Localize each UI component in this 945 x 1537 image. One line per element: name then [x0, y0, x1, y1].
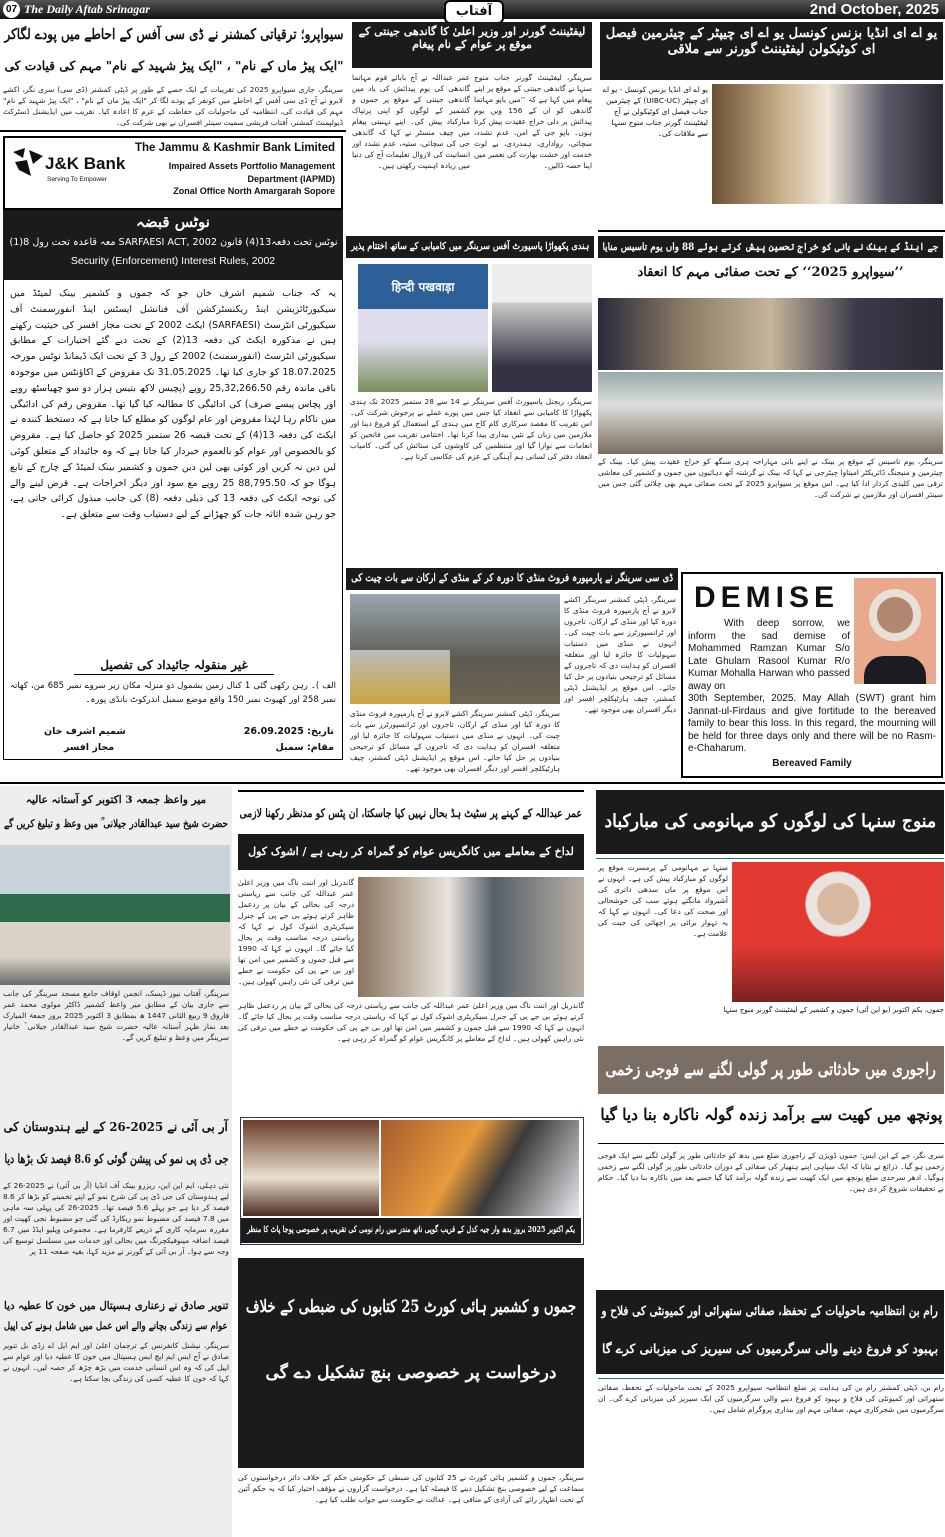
notice-subtitle: نوٹس تحت دفعہ13(4) قانون SARFAESI ACT, 2002 معہ قاعدہ تحت رول 8(1): [8, 236, 338, 248]
a5-headline-box: [598, 236, 943, 258]
a12-body: سرینگر، جموں و کشمیر ہائی کورٹ نے 25 کتابوں کی ضبطی کے حکومتی حکم کے خلاف دائر درخواستوں کی سماعت کے لیے خصوصی بنچ تشکیل دینے کا فیصلہ کیا ہے۔ درخواست گزاروں نے مؤقف اختیار کیا کہ یہ حکم آئین کے تحت اظہار رائے کی آزادی کے منافی ہے۔ عدالت نے حکومت سے جواب طلب کیا ہے۔: [238, 1473, 584, 1504]
a11-caption: یکم اکتوبر 2025 بروز بدھ وار جیہ کدل کے قریب گوپی ناتھ مندر میں رام نومی کی تقریب پر خصوصی پوجا پاٹ کا منظر: [246, 1224, 576, 1235]
a12-headline-line1: [238, 1292, 584, 1322]
a15-headline-line2: [596, 1338, 944, 1360]
a2-body-right: سرینگر، لیفٹیننٹ گورنر جناب منوج سنہا نے گاندھی جینتی کے موقع پر اپنے پیغام میں کہا ہے کہ ’’میں باپو مہاتما گاندھی کو ان کے 156 ویں یوم پیدائش پر دلی خراج عقیدت پیش کرتا ہوں۔ باپو جی کے امن، عدم تشدد، سچائی، رواداری، ہمدردی، بے لوث خدمت اور خشت بھارت کی تعمیر میں اپنا حصہ ڈالیں۔: [474, 73, 592, 170]
property-heading-box: [74, 657, 274, 675]
a14-body: سری نگر، جے کے این ایس: جموں ڈویژن کے راجوری ضلع میں بدھ کو حادثاتی طور پر گولی لگنے سے ایک فوجی زخمی ہو گیا۔ ذرائع نے بتایا کہ ایک سپاہی اپنے ہتھیار کی صفائی کے دوران حادثاتی طور پر گولی لگنے سے زخمی ہوگیا۔ ادھر سرحدی ضلع پونچھ میں ایک کھیت سے زندہ گولہ برآمد کیا گیا جسے بعد میں ناکارہ بنا دیا گیا۔ حکام نے تحقیقات شروع کر دی ہیں۔: [598, 1151, 944, 1193]
a1-subheadline-box: [2, 56, 345, 76]
newspaper-logo: آفتاب: [444, 0, 504, 24]
a1-subheadline: "ایک پیڑ ماں کے نام" ، "ایک پیڑ شہید کے نام" مہم کی قیادت کی: [3, 57, 344, 73]
a10-body: گاندربل اور اننت ناگ میں وزیر اعلیٰ عمر عبداللہ کی جانب سے ریاستی درجہ کی بحالی کے بیان پر ردعمل ظاہر کرتے ہوئے بی جے پی کے جنرل سیکریٹری اشوک کول نے کہا کہ ریاستی درجہ مناسب وقت پر بحال کیا جائے گا۔ انہوں نے کہا کہ 1990 سے قبل جموں و کشمیر میں امن تھا اور بی جے پی کی حکومت نے خطے میں ترقی کی نئی راہیں کھولی ہیں۔: [238, 878, 354, 986]
issue-date: 2nd October, 2025: [809, 1, 939, 18]
a4-photo-2: [492, 264, 592, 392]
demise-signature: Bereaved Family: [772, 757, 852, 769]
notice-title-box: [3, 212, 343, 234]
a8-body: نئی دہلی، ایم این این، ریزرو بینک آف انڈیا (آر بی آئی) نے 2025-26 کے لیے ہندوستان کی جی ڈی پی کی شرح نمو کے اپنے تخمینے کو بڑھا کر 8.6 فیصد کر دیا ہے جو پہلے 5.6 فیصد تھا۔ 2025-26 کی پہلی سہ ماہی میں 7.8 فیصد کی مضبوط نمو ریکارڈ کی گئی جو مضبوط نجی کھپت اور مقررہ سرمایہ کاری کے ذریعے کارفرما ہے۔ مجموعی ویلیو ایڈڈ میں 6.7 فیصد اضافہ مینوفیکچرنگ میں بحالی اور خدمات میں مسلسل توسیع کی وجہ سے ہوا۔ آر بی آئی کے گورنر نے مزید کہا، بقیہ صفحہ 11 پر: [3, 1181, 229, 1256]
signatory-name: شمیم اشرف خان: [44, 726, 126, 737]
bank-ad-header: [3, 136, 343, 210]
a4-headline-box: [346, 236, 594, 258]
a9-subheadline-box: [2, 1318, 230, 1335]
divider: [0, 782, 945, 784]
signatory-designation: مجاز افسر: [64, 742, 115, 753]
a8-subheadline-box: [2, 1148, 230, 1170]
place-label: مقام:: [306, 742, 334, 753]
a10-headline: عمر عبداللہ کے کہنے پر سٹیٹ ہڈ بحال نہیں کیا جاسکتا، ان پٹس کو مدنظر رکھنا لازمی: [239, 805, 583, 820]
a6-body-cont: سرینگر، ڈپٹی کمشنر سرینگر اکشے لابرو نے آج پارمپورہ فروٹ منڈی کا دورہ کیا اور منڈی کے ارکان، تاجروں اور ٹرانسپورٹرز سے بات چیت کی۔ انہوں نے منڈی میں دستیاب سہولیات کا جائزہ لیا اور متعلقہ افسران کو ہدایت دی کہ تاجروں کے مسائل کو ترجیحی بنیادوں پر حل کیا جائے۔ اس موقع پر ایڈیشنل ڈپٹی کمشنر، چیف ہارٹیکلچر افسر اور دیگر افسران بھی موجود تھے۔: [350, 709, 560, 773]
a1-body: سرینگر، جاری سیواپرو 2025 کی تقریبات کے ایک حصے کے طور پر ڈپٹی کمشنر (ڈی سی) سری نگر، اکشے لابرو نے آج ڈی سی آفس کے احاطے میں کونفر کے پودے لگا کر "ایک پیڑ ماں کے نام" ، "ایک پیڑ شہید کے نام" مہم کی قیادت کی، انتظامیہ کی ماحولیات کی حفاظت کے عزم کا اعادہ کیا۔ تقریب میں ایڈیشنل ڈسٹرکٹ ڈیولپمنٹ کمشنر، آفتاب قریشی سمیت سینئر افسران نے بھی شرکت کی۔: [3, 85, 343, 127]
a13-photo: [732, 862, 944, 1002]
demise-notice: [681, 572, 943, 778]
a9-subheadline: عوام سے زندگی بچانے والے اس عمل میں شامل ہونے کی اپیل: [4, 1321, 228, 1332]
a4-photo-1: [358, 264, 488, 392]
page-number: 07: [3, 1, 20, 18]
a13-headline-box: [596, 790, 944, 854]
a11-photo-frame: [240, 1117, 584, 1245]
divider: [598, 1378, 944, 1379]
a5-photo-cleanliness: [598, 372, 943, 454]
a8-subheadline: جی ڈی پی نمو کی پیشن گوئی کو 8.6 فیصد تک بڑھا دیا: [4, 1150, 228, 1166]
notice-place-line: [276, 742, 334, 753]
paper-name: The Daily Aftab Srinagar: [24, 2, 150, 16]
notice-rules: Security (Enforcement) Interest Rules, 2002: [70, 255, 276, 267]
jk-bank-logo-icon: [11, 146, 41, 178]
a5-subheadline-box: [598, 262, 943, 284]
a6-body: سرینگر، ڈپٹی کمشنر سرینگر اکشے لابرو نے آج پارمپورہ فروٹ منڈی کا دورہ کیا اور منڈی کے ارکان، تاجروں اور ٹرانسپورٹرز سے بات چیت کی۔ انہوں نے منڈی میں دستیاب سہولیات کا جائزہ لیا اور متعلقہ افسران کو ہدایت دی کہ تاجروں کے مسائل کو ترجیحی بنیادوں پر حل کیا جائے۔ اس موقع پر ایڈیشنل ڈپٹی کمشنر، چیف ہارٹیکلچر افسر اور دیگر افسران بھی موجود تھے۔: [564, 595, 676, 714]
bank-department: [105, 160, 335, 198]
a12-subheadline: درخواست پر خصوصی بنچ تشکیل دے گی: [265, 1362, 557, 1383]
demise-text-intro: With deep sorrow, we inform the sad demise of Mohammed Ramzan Kumar S/o Late Ghulam Rasool Kumar R/o Kumar Mohalla Harwan who passed away on: [688, 618, 850, 692]
photo-shirt: [864, 656, 926, 684]
bank-tagline: Serving To Empower: [47, 176, 107, 183]
a8-headline: آر بی آئی نے 2025-26 کے لیے ہندوستان کی: [3, 1118, 229, 1134]
a6-photo-truck: [350, 650, 450, 704]
a12-headline: جموں و کشمیر ہائی کورٹ 25 کتابوں کی ضبطی کے خلاف: [245, 1296, 577, 1317]
a10-headline-box: [238, 800, 584, 826]
a14-headline-box: [598, 1046, 944, 1094]
a13-body: سنہا نے مہانومی کے پرمسرت موقع پر لوگوں کو مبارکباد پیش کی ہے۔ انہوں نے اس موقع پر ماں سدھی داتری کی آشیرواد مانگتے ہوئے سب کی خوشحالی اور صحت کی دعا کی۔ انہوں نے کہا کہ یہ تہوار برائی پر اچھائی کی جیت کی علامت ہے۔: [598, 863, 728, 938]
a14-subheadline-box: [598, 1102, 944, 1128]
a12-headline-box: [238, 1258, 584, 1468]
a2-body-left: عمر عبداللہ نے آج بابائے قوم مہاتما گاندھی کی یوم پیدائش کی یاد میں گاندھی جینتی کے موقع پر جموں و کشمیر کے لوگوں کو اپنی پرتپاک مبارکباد پیش کی۔ اپنے تہنیتی پیغام میں چیف منسٹر نے کہا کہ گاندھی جی کی سچائی، ستیہ، عدم تشدد اور انسانیت کی لازوال تعلیمات آج کی دنیا میں زیادہ اہمیت رکھتی ہیں۔: [352, 73, 470, 170]
a4-body: سرینگر، ریجنل پاسپورٹ آفس سرینگر نے 14 سے 28 ستمبر 2025 تک ہندی پکھواڑا کا کامیابی سے انعقاد کیا جس میں پورے عملے نے پرجوش شرکت کی۔ اس تقریب کا مقصد سرکاری کام کاج میں ہندی کے استعمال کو فروغ دینا اور ملازمین میں زبان کے تئیں بیداری پیدا کرنا تھا۔ اختتامی تقریب میں فاتحین کو انعامات سے نوازا گیا اور منتظمین کی کاوشوں کی ستائش کی گئی۔ کامیاب انعقاد دفتر کی لسانی ہم آہنگی کے عزم کی عکاسی کرتا ہے۔: [350, 397, 592, 461]
deceased-photo: [854, 578, 936, 684]
bank-dept-line2: Department (IAPMD): [247, 173, 335, 184]
a10-subheadline: لداخ کے معاملے میں کانگریس عوام کو گمراہ کر رہی ہے / اشوک کول: [248, 844, 574, 858]
a10-photo: [358, 877, 584, 997]
divider: [0, 130, 346, 132]
property-heading: غیر منقولہ جائیداد کی تفصیل: [100, 657, 248, 672]
notice-body-box: [3, 280, 343, 760]
a15-subheadline: بہبود کو فروغ دینے والی سرگرمیوں کی سیریز کی میزبانی کرے گا: [601, 1340, 939, 1356]
a3-caption: یو اے ای انڈیا بزنس کونسل - یو اے ای چیپٹر (UIBC-UC) کے چیئرمین جناب فیصل ای کوٹیکولن نے آج لیفٹیننٹ گورنر جناب منوج سنہا سے ملاقات کی۔: [602, 85, 708, 138]
a4-headline: ہندی پکھواڑا پاسپورٹ آفس سرینگر میں کامیابی کے ساتھ اختتام پذیر: [350, 240, 590, 252]
a13-caption: جموں، یکم اکتوبر (یو این آئی) جموں و کشمیر کے لیفٹیننٹ گورنر منوج سنہا: [723, 1006, 944, 1014]
a7-headline-box: [2, 792, 230, 810]
a15-headline: رام بن انتظامیہ ماحولیات کے تحفظ، صفائی ستھرائی اور کمیونٹی کی فلاح و: [601, 1302, 939, 1318]
a10-body-cont: گاندربل اور اننت ناگ میں وزیر اعلیٰ عمر عبداللہ کی جانب سے ریاستی درجہ کی بحالی کے بیان پر ردعمل ظاہر کرتے ہوئے بی جے پی کے جنرل سیکریٹری اشوک کول نے کہا کہ ریاستی درجہ مناسب وقت پر بحال کیا جائے گا۔ انہوں نے کہا کہ 1990 سے قبل جموں و کشمیر میں امن تھا اور بی جے پی کی حکومت نے خطے میں ترقی کی نئی راہیں کھولی ہیں۔ لداخ کے معاملے پر کانگریس عوام کو گمراہ کر رہی ہے۔: [238, 1001, 584, 1043]
a5-headline: جے اینڈ کے بینک نے بانی کو خراج تحسین پیش کرتے ہوئے 88 واں یوم تاسیس منایا: [602, 241, 939, 253]
a11-photo-shrine: [243, 1120, 379, 1216]
notice-place: سمبل: [275, 742, 304, 753]
a9-body: سرینگر، نیشنل کانفرنس کے ترجمان اعلیٰ اور ایم ایل اے زڈی بل تنویر صادق نے آج ایس ایم ایچ ایس ہسپتال میں خون کا عطیہ دیا اور عوام سے اپیل کی کہ وہ اس انسانی خدمت میں بڑھ چڑھ کر حصہ لیں۔ انہوں نے کہا کہ خون کا عطیہ کسی کی زندگی بچا سکتا ہے۔: [3, 1341, 229, 1383]
divider: [598, 1143, 944, 1144]
a7-body: سرینگر، آفتاب نیوز ڈیسک، انجمن اوقاف جامع مسجد سرینگر کی جانب سے جاری بیان کے مطابق میر واعظ کشمیر ڈاکٹر مولوی محمد عمر فاروق 9 ربیع الثانی 1447 ھ بمطابق 3 اکتوبر 2025 بروز جمعۃ المبارک بعد نماز ظہر آستانہ عالیہ حضرت شیخ سید عبدالقادر جیلانی ؒ خانیار سرینگر میں وعظ و تبلیغ کریں گے۔: [3, 989, 229, 1042]
a11-caption-box: [241, 1218, 581, 1243]
a1-headline: سیواپرو؛ ترقیاتی کمشنر نے ڈی سی آفس کے احاطے میں پودے لگاکر: [3, 25, 344, 43]
a12-headline-line2: [238, 1358, 584, 1388]
a5-photo-ceremony: [598, 298, 943, 370]
a7-subheadline-box: [2, 816, 230, 834]
a7-headline: میر واعظ جمعہ 3 اکتوبر کو آستانہ عالیہ: [25, 794, 207, 807]
bank-dept-line1: Impaired Assets Portfolio Management: [168, 161, 335, 171]
a7-mosque-photo: [0, 845, 230, 985]
divider: [596, 858, 944, 859]
a9-headline-box: [2, 1298, 230, 1315]
divider: [598, 230, 945, 232]
a6-headline-box: [346, 568, 678, 590]
a5-subheadline: ’’سیواپرو 2025‘‘ کے تحت صفائی مہم کا انعقاد: [637, 264, 904, 280]
notice-subtitle-box: [3, 234, 343, 250]
demise-title: DEMISE: [694, 581, 840, 614]
a7-subheadline: حضرت شیخ سید عبدالقادر جیلانی ؒ میں وعظ و تبلیغ کریں گے: [4, 818, 228, 831]
notice-date-line: [244, 726, 334, 737]
bank-office: Zonal Office North Amargarah Sopore: [173, 186, 335, 196]
bank-title: The Jammu & Kashmir Bank Limited: [134, 142, 335, 154]
notice-date: 26.09.2025: [243, 726, 304, 737]
a6-headline: ڈی سی سرینگر نے پارمپورہ فروٹ منڈی کا دورہ کر کے منڈی کے ارکان سے بات چیت کی: [350, 572, 674, 585]
demise-text: 30th September, 2025. May Allah (SWT) grant him Jannat-ul-Firdaus and give fortitude to the bereaved family to bear this loss. In this regard, the mourning will be held for three days only and there will be no Rasm-e-Chaharum.: [688, 693, 936, 754]
a15-headline-line1: [596, 1300, 944, 1322]
a3-headline: یو اے ای انڈیا بزنس کونسل یو اے ای چیپٹر کے چیئرمین فیصل ای کوٹیکولن لیفٹیننٹ گورنر سے ملاقی: [600, 22, 943, 80]
bank-logo-name: J&K Bank: [45, 154, 126, 173]
a13-headline: منوج سنہا کی لوگوں کو مہانومی کی مبارکباد: [604, 811, 936, 833]
a9-headline: تنویر صادق نے زعناری ہسپتال میں خون کا عطیہ دیا: [3, 1299, 229, 1312]
hindi-banner-text: हिन्दी पखवाड़ा: [391, 280, 455, 294]
a15-headline-box: [596, 1290, 944, 1374]
a10-subheadline-box: [238, 834, 584, 870]
a14-subheadline: پونچھ میں کھیت سے برآمد زندہ گولہ ناکارہ بنا دیا گیا: [600, 1104, 942, 1124]
a8-headline-box: [2, 1116, 230, 1138]
a3-photo: [712, 84, 943, 204]
notice-banner: [3, 210, 343, 280]
date-label: تاریخ:: [307, 726, 334, 737]
a15-body: رام بن، ڈپٹی کمشنر رام بن کی ہدایت پر ضلع انتظامیہ سیواپرو 2025 کے تحت ماحولیات کے تحفظ، صفائی ستھرائی اور کمیونٹی کی فلاح و بہبود کو فروغ دینے والی سرگرمیوں کی ایک سیریز کی میزبانی کرے گی۔ ان سرگرمیوں میں شجرکاری مہم، صفائی مہم اور بیداری پروگرام شامل ہیں۔: [598, 1383, 944, 1414]
a14-headline: راجوری میں حادثاتی طور پر گولی لگنے سے فوجی زخمی: [605, 1059, 937, 1080]
a11-photo-puja: [381, 1120, 579, 1216]
notice-title: نوٹس قبضہ: [136, 213, 210, 232]
divider: [238, 790, 584, 792]
property-details: الف )۔ رہن رکھی گئی 1 کنال زمین بشمول دو منزلہ مکان زیر سروے نمبر 685 من، کھاتہ نمبر 258 اور کھیوٹ نمبر 150 واقع موضع سمبل اندرکوٹ بانڈی پورہ۔: [10, 681, 336, 705]
a5-body: سرینگر، یوم تاسیس کے موقع پر بینک نے اپنے بانی مہاراجہ ہری سنگھ کو خراج عقیدت پیش کیا۔ بینک کے چیئرمین و منیجنگ ڈائریکٹر امیتاوا چیٹرجی نے کہا کہ بینک نے گزشتہ آٹھ دہائیوں میں جموں و کشمیر کی معاشی ترقی میں کلیدی کردار ادا کیا ہے۔ اس موقع پر سیواپرو 2025 کے تحت صفائی مہم بھی چلائی گئی جس میں سینئر افسران اور ملازمین نے شرکت کی۔: [598, 457, 943, 499]
a1-headline-box: [2, 24, 345, 46]
notice-body: یہ کہ جناب شمیم اشرف خان جو کہ جموں و کشمیر بینک لمیٹڈ میں سیکیورٹائزیشن اینڈ ریکنسٹرکشن آف فنانشل ایسٹس اینڈ انفورسمنٹ آف سیکیورٹی انٹرسٹ (SARFAESI) ایکٹ 2002 کے تحت مجاز افسر کی حیثیت رکھتے ہیں نے مذکورہ ایکٹ کی دفعہ 13(2) کے تحت دیے گئے اختیارات کے مطابق سیکیورٹی انٹرسٹ (انفورسمنٹ) 2002 کے رول 3 کے تحت ایک ڈیمانڈ نوٹس مورخہ 18.07.2025 کو جاری کیا تھا۔ 31.05.2025 تک مقروض کے اکاؤنٹس میں موجودہ باقی ماندہ رقم 25,32,266.50 روپے (پچیس لاکھ بتیس ہزار دو سو چھیاسٹھ روپے اور پچاس پیسے صرف) کی ادائیگی کا مطالبہ کیا گیا تھا۔ مقروض رقم کی ادائیگی میں ناکام رہا لہٰذا مقروض اور عام لوگوں کو مطلع کیا جاتا ہے کہ دستخط کنندہ نے ایکٹ کی دفعہ 13(4) کے تحت قبضہ 26 ستمبر 2025 کو حاصل کیا ہے۔ مقروض کو بالخصوص اور عوام کو بالعموم خبردار کیا جاتا ہے کہ وہ جائیداد کے متعلق کوئی لین دین نہ کریں اور کوئی بھی لین دین جموں و کشمیر بینک لمیٹڈ کے چارج کے تابع ہوگا جو کہ 88,795.50 25 روپے مع سود اور دیگر اخراجات ہے۔ قرض لینے والے کی توجہ ایکٹ کی دفعہ 13 کی ذیلی دفعہ (8) کی جانب مبذول کرائی جاتی ہے، جو رہن شدہ اثاثہ جات کو چھڑانے کے لیے دستیاب وقت سے متعلق ہے۔: [10, 288, 336, 521]
a2-headline: لیفٹیننٹ گورنر اور وزیر اعلیٰ کا گاندھی جینتی کے موقع پر عوام کے نام پیغام: [352, 22, 592, 68]
